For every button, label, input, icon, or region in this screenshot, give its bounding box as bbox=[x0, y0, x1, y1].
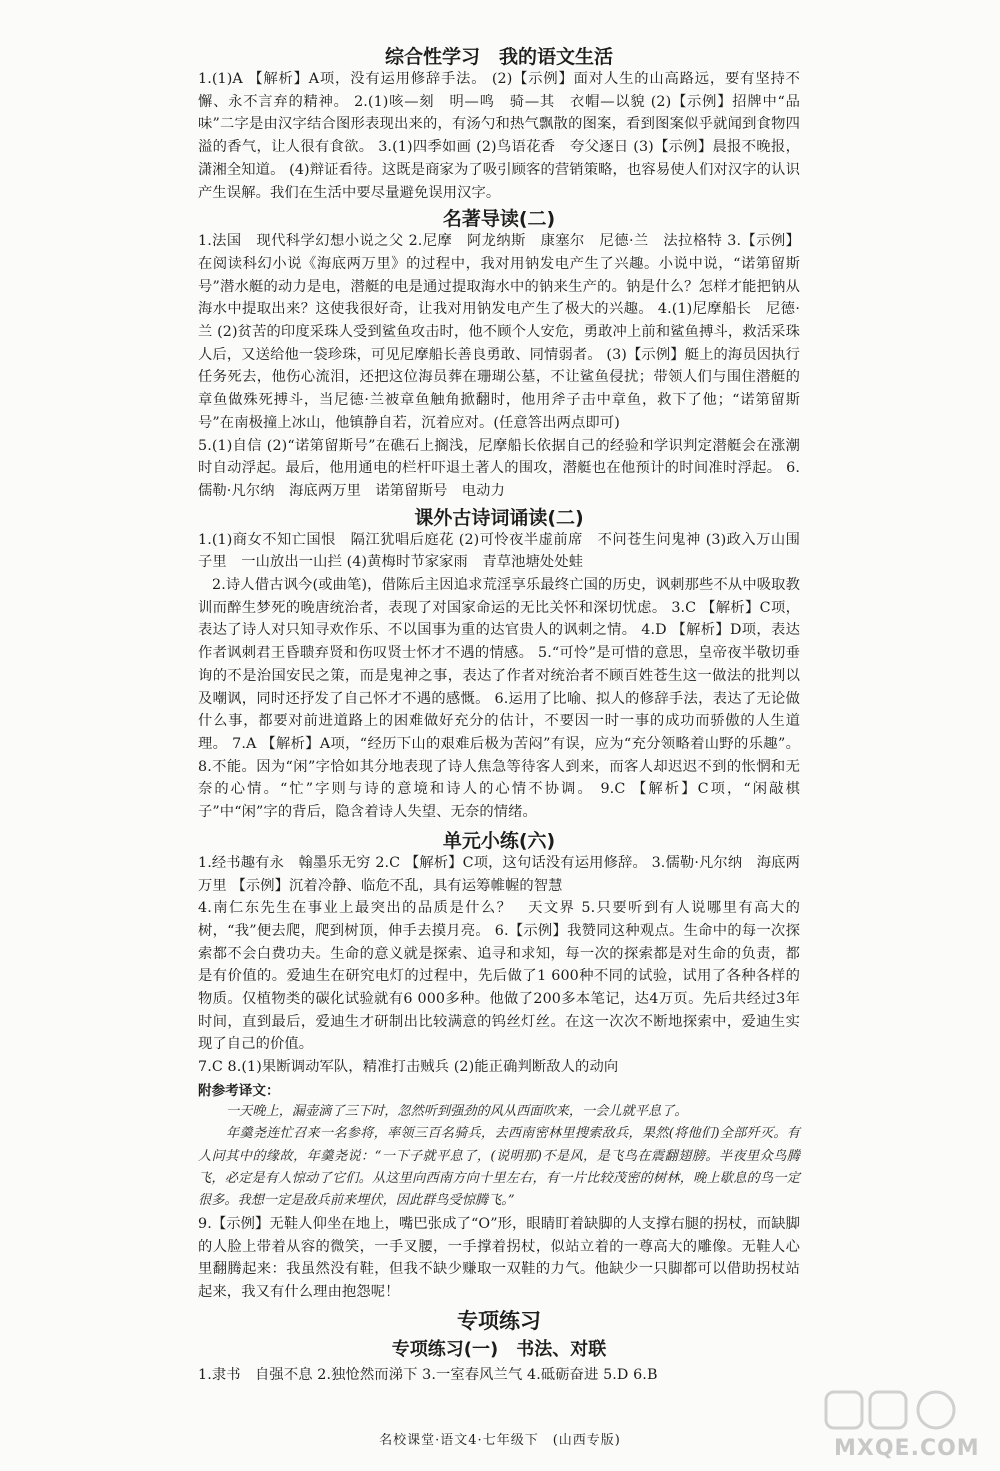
section-body-unit-practice: 1.经书趣有永 翰墨乐无穷 2.C 【解析】C项，这句话没有运用修辞。 3.儒勒·凡尔纳 海底两万里 【示例】沉着冷静、临危不乱，具有运筹帷幄的智慧 bbox=[198, 854, 800, 894]
section-subtitle-calligraphy: 专项练习(一) 书法、对联 bbox=[391, 1338, 607, 1360]
section-title-poetry: 课外古诗词诵读(二) bbox=[414, 506, 584, 529]
section-body-poetry: 1.(1)商女不知亡国恨 隔江犹唱后庭花 (2)可怜夜半虚前席 不问苍生问鬼神 (3)政入万山围子里 一山放出一山拦 (4)黄梅时节家家雨 青草池塘处处蛙 bbox=[198, 531, 800, 571]
section-title-comprehensive: 综合性学习 我的语文生活 bbox=[384, 46, 613, 68]
section-body-unit-practice-2: 4.南仁东先生在事业上最突出的品质是什么？ 天文界 5.只要听到有人说哪里有高大的树，“我”便去爬，爬到树顶，伸手去摸月亮。 6.【示例】我赞同这种观点。生命中的每一次探索都不会白费功夫。生命的意义就是探索、追寻和求知，每一次的探索都是对生命的负责，都是有价值的。爱迪生在研究电灯的过程中，先后做了1 600种不同的试验，试用了各种各样的物质。仅植物类的碳化试验就有6 000多种。他做了200多本笔记，达4万页。先后共经过3年时间，直到最后，爱迪生才研制出比较满意的钨丝灯丝。在这一次次不断地探索中，爱迪生实现了自己的价值。 bbox=[198, 900, 800, 1053]
reference-translation-p1: 一天晚上，漏壶滴了三下时，忽然听到强劲的风从西面吹来，一会儿就平息了。 bbox=[226, 1103, 688, 1119]
section-body-poetry-2: 2.诗人借古讽今(或曲笔)，借陈后主因追求荒淫享乐最终亡国的历史，讽刺那些不从中吸取教训而醉生梦死的晚唐统治者，表现了对国家命运的无比关怀和深切忧虑。 3.C 【解析】C项，表达了诗人对只知寻欢作乐、不以国事为重的达官贵人的讽刺之情。 4.D 【解析】D项，表达作者讽刺君王昏聩弃贤和伤叹贤士怀才不遇的情感。 5.“可怜”是可惜的意思，皇帝夜半敬切垂询的不是治国安民之策，而是鬼神之事，表达了作者对统治者不顾百姓苍生这一做法的批判以及嘲讽，同时还抒发了自己怀才不遇的感慨。 6.运用了比喻、拟人的修辞手法，表达了无论做什么事，都要对前进道路上的困难做好充分的估计，不要因一时一事的成功而骄傲的人生道理。 7.A 【解析】A项，“经历下山的艰难后极为苦闷”有误，应为“充分领略着山野的乐趣”。 8.不能。因为“闲”字恰如其分地表现了诗人焦急等待客人到来，而客人却迟迟不到的怅惘和无奈的心情。“忙”字则与诗的意境和诗人的心情不协调。 9.C 【解析】C项，“闲敲棋子”中“闲”字的背后，隐含着诗人失望、无奈的情绪。 bbox=[198, 577, 800, 821]
watermark-text: MXQE.COM bbox=[834, 1436, 980, 1461]
section-body-classics-2: 5.(1)自信 (2)“诺第留斯号”在礁石上搁浅，尼摩船长依据自己的经验和学识判定潜艇会在涨潮时自动浮起。最后，他用通电的栏杆吓退土著人的围攻，潜艇也在他预计的时间准时浮起。 6.儒勒·凡尔纳 海底两万里 诺第留斯号 电动力 bbox=[198, 437, 800, 499]
section-body-unit-practice-3: 7.C 8.(1)果断调动军队，精准打击贼兵 (2)能正确判断敌人的动向 bbox=[198, 1059, 619, 1076]
reference-translation-p2: 年羹尧连忙召来一名参将，率领三百名骑兵，去西南密林里搜索敌兵，果然(将他们)全部歼灭。有人问其中的缘故，年羹尧说：“一下子就平息了，(说明那)不是风，是飞鸟在震翻翅膀。半夜里众鸟腾飞，必定是有人惊动了它们。从这里向西南方向十里左右，有一片比较茂密的树林，晚上歇息的鸟一定很多。我想一定是敌兵前来埋伏，因此群鸟受惊腾飞。” bbox=[198, 1126, 800, 1209]
section-title-special-practice: 专项练习 bbox=[457, 1308, 541, 1333]
section-body-calligraphy: 1.隶书 自强不息 2.独怆然而涕下 3.一室春风兰气 4.砥砺奋进 5.D 6.B bbox=[198, 1366, 658, 1383]
answer-page bbox=[198, 46, 800, 1386]
section-body-unit-practice-4: 9.【示例】无鞋人仰坐在地上，嘴巴张成了“O”形，眼睛盯着缺脚的人支撑右腿的拐杖，而缺脚的人脸上带着从容的微笑，一手叉腰，一手撑着拐杖，似站立着的一尊高大的雕像。无鞋人心里翻腾起来：我虽然没有鞋，但我不缺少赚取一双鞋的力气。他缺少一只脚都可以借助拐杖站起来，我又有什么理由抱怨呢！ bbox=[198, 1215, 800, 1300]
section-body-comprehensive: 1.(1)A 【解析】A项，没有运用修辞手法。 (2)【示例】面对人生的山高路远，要有坚持不懈、永不言弃的精神。 2.(1)咳—刻 明—鸣 骑—其 衣帽—以貌 (2)【示例】招牌中“品味”二字是由汉字结合图形表现出来的，有汤勺和热气飘散的图案，看到图案似乎就闻到食物四溢的香气，让人很有食欲。 3.(1)四季如画 (2)鸟语花香 夸父逐日 (3)【示例】晨报不晚报，潇湘全知道。 (4)辩证看待。这既是商家为了吸引顾客的营销策略，也容易使人们对汉字的认识产生误解。我们在生活中要尽量避免误用汉字。 bbox=[198, 71, 800, 201]
section-title-classics: 名著导读(二) bbox=[442, 208, 556, 231]
section-body-classics: 1.法国 现代科学幻想小说之父 2.尼摩 阿龙纳斯 康塞尔 尼德·兰 法拉格特 3.【示例】在阅读科幻小说《海底两万里》的过程中，我对用钠发电产生了兴趣。小说中说，“诺第留斯号”潜水艇的动力是电，潜艇的电是通过提取海水中的钠来生产的。钠是什么？怎样才能把钠从海水中提取出来？这使我很好奇，让我对用钠发电产生了极大的兴趣。 4.(1)尼摩船长 尼德·兰 (2)贫苦的印度采珠人受到鲨鱼攻击时，他不顾个人安危，勇敢冲上前和鲨鱼搏斗，救活采珠人后，又送给他一袋珍珠，可见尼摩船长善良勇敢、同情弱者。 (3)【示例】艇上的海员因执行任务死去，他伤心流泪，还把这位海员葬在珊瑚公墓，不让鲨鱼侵扰；带领人们与围住潜艇的章鱼做殊死搏斗，当尼德·兰被章鱼触角掀翻时，他用斧子击中章鱼，救下了他；“诺第留斯号”在南极撞上冰山，他镇静自若，沉着应对。(任意答出两点即可) bbox=[198, 233, 800, 431]
section-title-unit-practice: 单元小练(六) bbox=[442, 829, 556, 852]
page-footer: 名校课堂·语文4·七年级下 (山西专版) bbox=[379, 1433, 621, 1448]
reference-translation-label: 附参考译文： bbox=[198, 1082, 280, 1099]
